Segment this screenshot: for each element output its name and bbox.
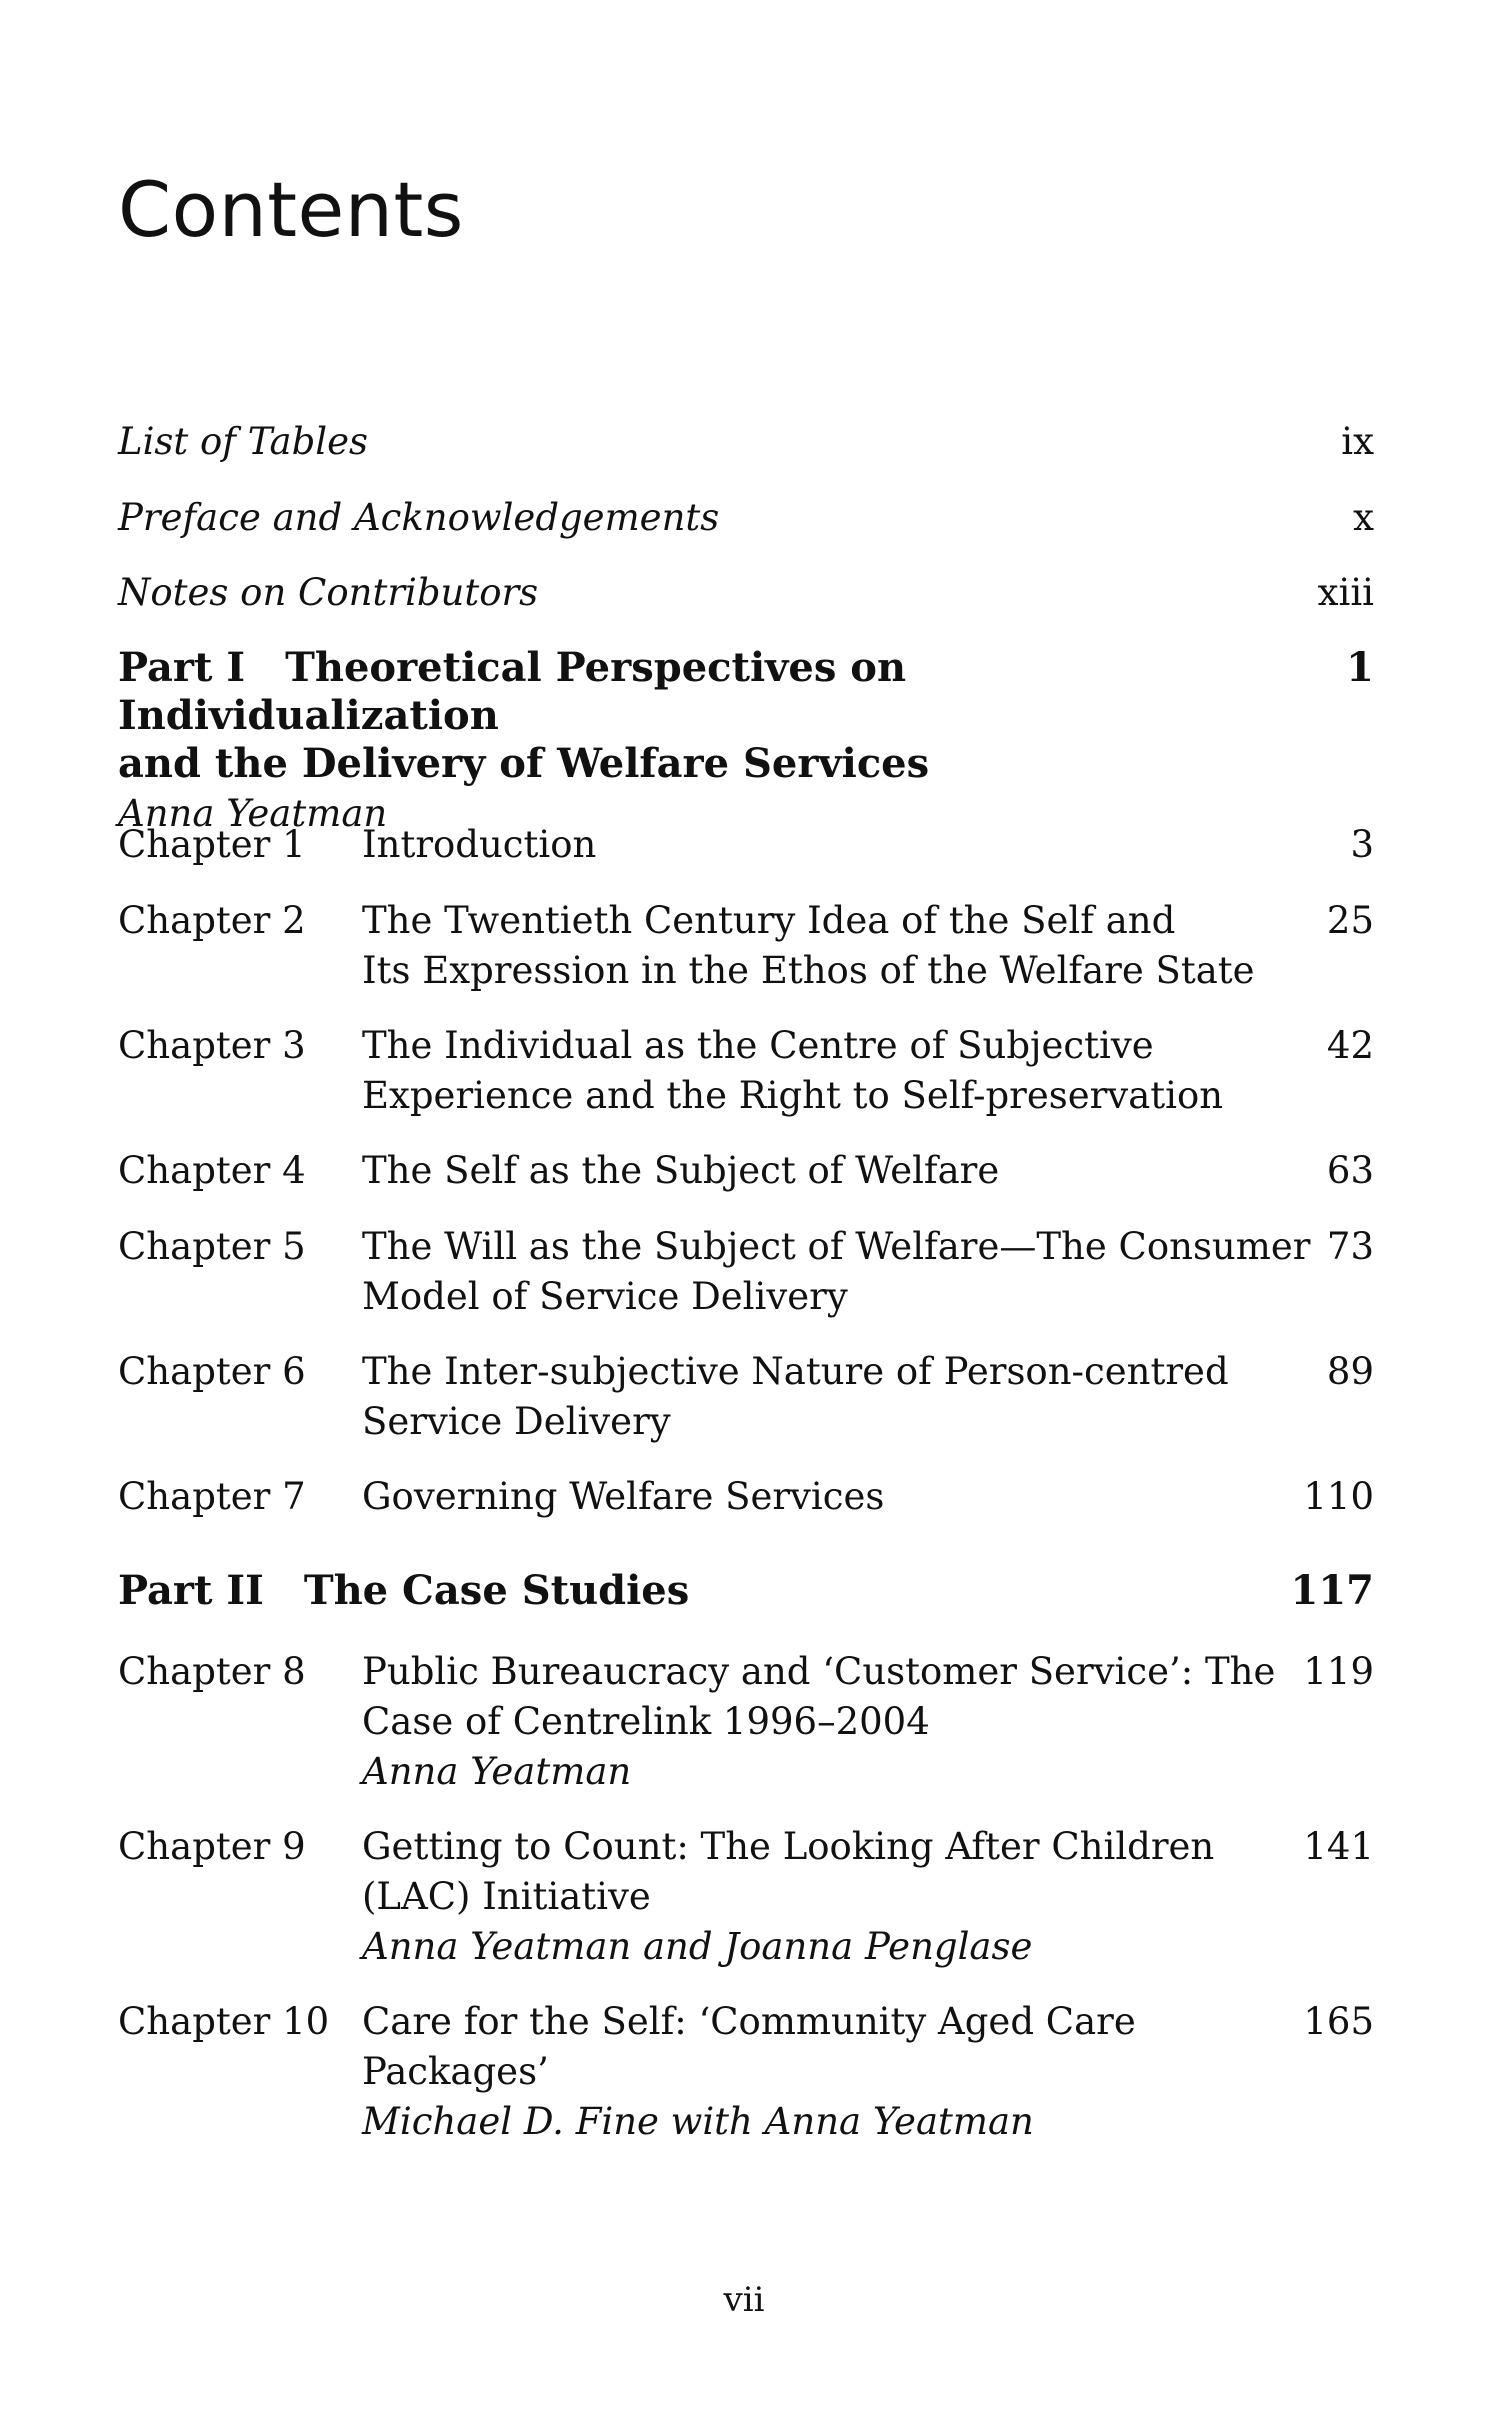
part-heading-1[interactable] <box>118 644 1374 838</box>
chapter-page: 165 <box>1303 2000 1374 2043</box>
part-title <box>118 644 1268 740</box>
toc-entry-list-of-tables[interactable] <box>118 420 1374 480</box>
chapter-page: 89 <box>1326 1350 1374 1393</box>
toc-entry-preface[interactable] <box>118 496 1374 556</box>
chapter-title-line: Its Expression in the Ethos of the Welfare State <box>362 949 1255 992</box>
chapter-title-line: The Twentieth Century Idea of the Self and <box>362 899 1176 942</box>
chapter-author: Michael D. Fine with Anna Yeatman <box>362 2100 1034 2143</box>
toc-entry-label: Preface and Acknowledgements <box>118 496 720 539</box>
chapter-page: 25 <box>1326 899 1374 942</box>
part-number: Part I <box>118 644 246 691</box>
chapter-title-line: Introduction <box>362 823 597 866</box>
chapter-page: 63 <box>1326 1149 1374 1192</box>
chapter-label: Chapter 8 <box>118 1650 306 1693</box>
part-heading-2[interactable] <box>118 1567 1374 1615</box>
page-title: Contents <box>118 165 464 254</box>
toc-entry-label: List of Tables <box>118 420 369 463</box>
chapter-title-line: Care for the Self: ‘Community Aged Care <box>362 2000 1136 2043</box>
toc-entry-notes-on-contributors[interactable] <box>118 571 1374 631</box>
chapter-label: Chapter 4 <box>118 1149 306 1192</box>
chapter-title-line: Experience and the Right to Self-preservation <box>362 1074 1224 1117</box>
chapter-title-line: Governing Welfare Services <box>362 1475 885 1518</box>
part-title <box>118 1567 1268 1615</box>
chapter-title-line: Service Delivery <box>362 1400 671 1443</box>
chapter-title-line: Model of Service Delivery <box>362 1275 848 1318</box>
toc-entry-page: xiii <box>1317 571 1374 614</box>
part-title-line: The Case Studies <box>303 1567 690 1614</box>
part-author: Anna Yeatman <box>118 792 388 835</box>
chapter-page: 42 <box>1326 1024 1374 1067</box>
chapter-page: 110 <box>1303 1475 1374 1518</box>
page-folio: vii <box>723 2280 765 2320</box>
chapter-title-line: The Individual as the Centre of Subjective <box>362 1024 1154 1067</box>
part-number: Part II <box>118 1567 264 1614</box>
chapter-label: Chapter 7 <box>118 1475 306 1518</box>
part-page: 1 <box>1346 644 1374 691</box>
chapter-title-line: Getting to Count: The Looking After Children <box>362 1825 1215 1868</box>
chapter-title-line: Case of Centrelink 1996–2004 <box>362 1700 930 1743</box>
toc-entry-page: x <box>1353 496 1374 539</box>
toc-entry-label: Notes on Contributors <box>118 571 539 614</box>
toc-entry-page: ix <box>1341 420 1374 463</box>
chapter-label: Chapter 6 <box>118 1350 306 1393</box>
part-page: 117 <box>1290 1567 1374 1614</box>
chapter-label: Chapter 10 <box>118 2000 330 2043</box>
chapter-author: Anna Yeatman and Joanna Penglase <box>362 1925 1033 1968</box>
chapter-title-line: The Will as the Subject of Welfare—The Consumer <box>362 1225 1311 1268</box>
part-title-line: and the Delivery of Welfare Services <box>118 740 930 787</box>
chapter-label: Chapter 5 <box>118 1225 306 1268</box>
chapter-title-line: The Inter-subjective Nature of Person-centred <box>362 1350 1229 1393</box>
chapter-title-line: (LAC) Initiative <box>362 1875 651 1918</box>
chapter-title-line: Public Bureaucracy and ‘Customer Service’: The <box>362 1650 1276 1693</box>
chapter-label: Chapter 9 <box>118 1825 306 1868</box>
chapter-page: 73 <box>1326 1225 1374 1268</box>
chapter-author: Anna Yeatman <box>362 1750 632 1793</box>
chapter-page: 119 <box>1303 1650 1374 1693</box>
chapter-label: Chapter 1 <box>118 823 306 866</box>
part-title-line: Theoretical Perspectives on Individualization <box>118 644 907 739</box>
chapter-title-line: Packages’ <box>362 2050 549 2093</box>
chapter-label: Chapter 2 <box>118 899 306 942</box>
chapter-title-line: The Self as the Subject of Welfare <box>362 1149 1000 1192</box>
chapter-label: Chapter 3 <box>118 1024 306 1067</box>
chapter-page: 141 <box>1303 1825 1374 1868</box>
chapter-page: 3 <box>1350 823 1374 866</box>
